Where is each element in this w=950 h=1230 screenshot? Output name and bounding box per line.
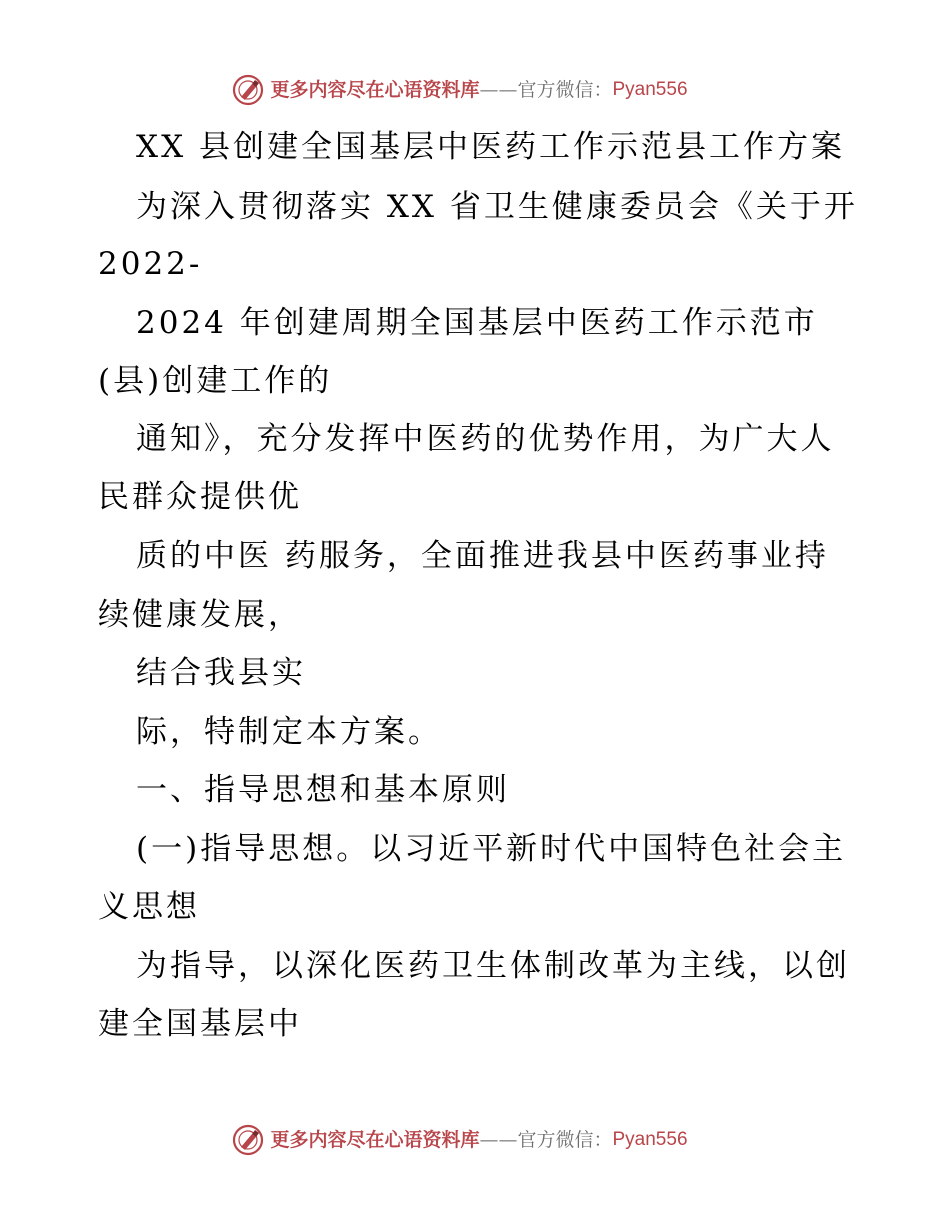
paragraph-line: 建全国基层中 [98, 1006, 302, 1042]
subsection-heading: (一)指导思想。以习近平新时代中国特色社会主 [136, 831, 847, 867]
paragraph-line: 为指导，以深化医药卫生体制改革为主线，以创 [136, 948, 850, 984]
paragraph-line: 通知》，充分发挥中医药的优势作用，为广大人 [136, 421, 835, 457]
watermark-wechat-label: 官方微信： [517, 79, 613, 101]
paragraph-line: 结合我县实 [136, 655, 306, 691]
paragraph-line: 际，特制定本方案。 [136, 714, 442, 750]
watermark-site-name: 更多内容尽在心语资料库 [270, 1129, 480, 1151]
watermark-wechat-id: Pyan556 [612, 79, 688, 100]
paragraph-line: 为深入贯彻落实 XX 省卫生健康委员会《关于开 [136, 189, 858, 225]
document-title: XX 县创建全国基层中医药工作示范县工作方案 [136, 129, 845, 165]
watermark-dash: —— [479, 79, 518, 101]
paragraph-line: (县)创建工作的 [98, 363, 333, 399]
paragraph-line: 民群众提供优 [98, 479, 302, 515]
paragraph-line: 质的中医 药服务，全面推进我县中医药事业持 [136, 538, 829, 574]
paragraph-line: 续健康发展， [98, 597, 302, 633]
paragraph-line: 2022- [98, 246, 203, 282]
watermark-wechat-id: Pyan556 [612, 1129, 688, 1150]
pen-nib-logo-icon [232, 1124, 264, 1156]
watermark-site-name: 更多内容尽在心语资料库 [270, 79, 480, 101]
watermark-dash: —— [479, 1129, 518, 1151]
paragraph-line: 2024 年创建周期全国基层中医药工作示范市 [136, 305, 818, 341]
watermark-footer [0, 1122, 950, 1158]
watermark-wechat-label: 官方微信： [517, 1129, 613, 1151]
paragraph-line: 义思想 [98, 889, 200, 925]
section-heading: 一、指导思想和基本原则 [136, 772, 510, 808]
